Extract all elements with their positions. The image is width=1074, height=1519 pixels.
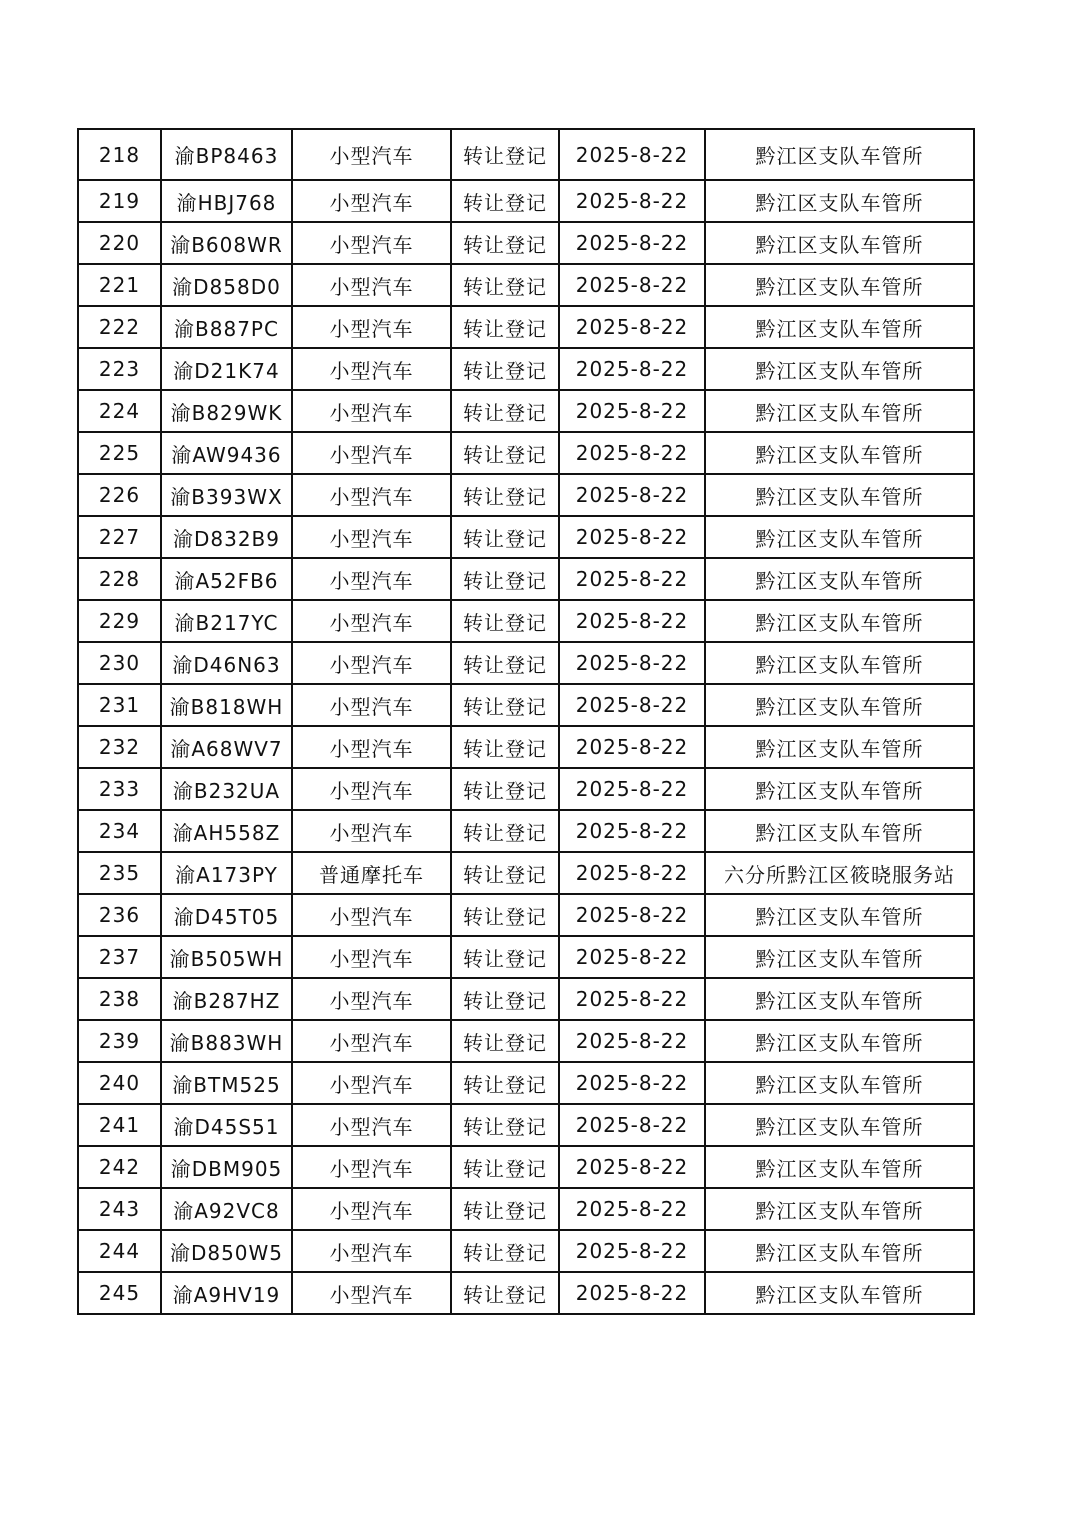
table-row [78,348,974,390]
vehicle-type-cell: 小型汽车 [292,936,451,978]
row-number-cell: 220 [78,222,161,264]
date-cell: 2025-8-22 [559,1146,705,1188]
row-number-cell: 222 [78,306,161,348]
business-type-cell: 转让登记 [451,390,559,432]
row-number-cell: 228 [78,558,161,600]
vehicle-type-cell: 小型汽车 [292,432,451,474]
office-cell: 黔江区支队车管所 [705,516,974,558]
table-body [78,129,974,1314]
office-cell: 黔江区支队车管所 [705,1146,974,1188]
table-row [78,768,974,810]
office-cell: 黔江区支队车管所 [705,936,974,978]
plate-number-cell: 渝B217YC [161,600,292,642]
date-cell: 2025-8-22 [559,474,705,516]
row-number-cell: 221 [78,264,161,306]
office-cell: 黔江区支队车管所 [705,390,974,432]
table-row [78,684,974,726]
row-number-cell: 219 [78,180,161,222]
row-number-cell: 245 [78,1272,161,1314]
business-type-cell: 转让登记 [451,768,559,810]
business-type-cell: 转让登记 [451,684,559,726]
business-type-cell: 转让登记 [451,432,559,474]
plate-number-cell: 渝A68WV7 [161,726,292,768]
business-type-cell: 转让登记 [451,978,559,1020]
business-type-cell: 转让登记 [451,264,559,306]
row-number-cell: 244 [78,1230,161,1272]
date-cell: 2025-8-22 [559,894,705,936]
office-cell: 黔江区支队车管所 [705,306,974,348]
plate-number-cell: 渝B505WH [161,936,292,978]
office-cell: 黔江区支队车管所 [705,222,974,264]
plate-number-cell: 渝D21K74 [161,348,292,390]
date-cell: 2025-8-22 [559,1020,705,1062]
business-type-cell: 转让登记 [451,1104,559,1146]
office-cell: 黔江区支队车管所 [705,894,974,936]
date-cell: 2025-8-22 [559,852,705,894]
office-cell: 黔江区支队车管所 [705,810,974,852]
table-row [78,978,974,1020]
vehicle-type-cell: 小型汽车 [292,558,451,600]
vehicle-type-cell: 小型汽车 [292,348,451,390]
vehicle-type-cell: 小型汽车 [292,1104,451,1146]
row-number-cell: 239 [78,1020,161,1062]
row-number-cell: 236 [78,894,161,936]
business-type-cell: 转让登记 [451,558,559,600]
vehicle-type-cell: 小型汽车 [292,894,451,936]
table-row [78,474,974,516]
vehicle-type-cell: 小型汽车 [292,1146,451,1188]
vehicle-type-cell: 小型汽车 [292,516,451,558]
plate-number-cell: 渝AH558Z [161,810,292,852]
office-cell: 黔江区支队车管所 [705,1104,974,1146]
plate-number-cell: 渝BTM525 [161,1062,292,1104]
vehicle-type-cell: 小型汽车 [292,810,451,852]
date-cell: 2025-8-22 [559,600,705,642]
vehicle-type-cell: 小型汽车 [292,306,451,348]
table-row [78,600,974,642]
row-number-cell: 227 [78,516,161,558]
business-type-cell: 转让登记 [451,306,559,348]
business-type-cell: 转让登记 [451,600,559,642]
office-cell: 黔江区支队车管所 [705,1020,974,1062]
table-row [78,810,974,852]
row-number-cell: 242 [78,1146,161,1188]
table-row [78,306,974,348]
plate-number-cell: 渝DBM905 [161,1146,292,1188]
table-row [78,516,974,558]
table-row [78,726,974,768]
vehicle-type-cell: 小型汽车 [292,264,451,306]
business-type-cell: 转让登记 [451,852,559,894]
office-cell: 黔江区支队车管所 [705,264,974,306]
vehicle-type-cell: 小型汽车 [292,1062,451,1104]
row-number-cell: 218 [78,129,161,180]
plate-number-cell: 渝A173PY [161,852,292,894]
plate-number-cell: 渝B883WH [161,1020,292,1062]
vehicle-type-cell: 小型汽车 [292,1188,451,1230]
date-cell: 2025-8-22 [559,978,705,1020]
office-cell: 黔江区支队车管所 [705,642,974,684]
plate-number-cell: 渝HBJ768 [161,180,292,222]
row-number-cell: 233 [78,768,161,810]
row-number-cell: 235 [78,852,161,894]
table-row [78,1062,974,1104]
date-cell: 2025-8-22 [559,642,705,684]
row-number-cell: 230 [78,642,161,684]
table-row [78,432,974,474]
row-number-cell: 241 [78,1104,161,1146]
plate-number-cell: 渝B232UA [161,768,292,810]
date-cell: 2025-8-22 [559,684,705,726]
date-cell: 2025-8-22 [559,348,705,390]
date-cell: 2025-8-22 [559,936,705,978]
plate-number-cell: 渝D850W5 [161,1230,292,1272]
date-cell: 2025-8-22 [559,1272,705,1314]
date-cell: 2025-8-22 [559,222,705,264]
office-cell: 黔江区支队车管所 [705,348,974,390]
vehicle-type-cell: 小型汽车 [292,768,451,810]
office-cell: 黔江区支队车管所 [705,1230,974,1272]
date-cell: 2025-8-22 [559,432,705,474]
business-type-cell: 转让登记 [451,1020,559,1062]
date-cell: 2025-8-22 [559,129,705,180]
office-cell: 黔江区支队车管所 [705,1272,974,1314]
business-type-cell: 转让登记 [451,1062,559,1104]
table-row [78,558,974,600]
plate-number-cell: 渝A9HV19 [161,1272,292,1314]
date-cell: 2025-8-22 [559,1104,705,1146]
vehicle-type-cell: 小型汽车 [292,222,451,264]
date-cell: 2025-8-22 [559,810,705,852]
vehicle-type-cell: 小型汽车 [292,474,451,516]
date-cell: 2025-8-22 [559,264,705,306]
date-cell: 2025-8-22 [559,1188,705,1230]
row-number-cell: 231 [78,684,161,726]
table-row [78,390,974,432]
row-number-cell: 229 [78,600,161,642]
office-cell: 黔江区支队车管所 [705,432,974,474]
table-row [78,1104,974,1146]
office-cell: 黔江区支队车管所 [705,726,974,768]
vehicle-type-cell: 小型汽车 [292,1230,451,1272]
date-cell: 2025-8-22 [559,390,705,432]
row-number-cell: 226 [78,474,161,516]
table-row [78,642,974,684]
date-cell: 2025-8-22 [559,1230,705,1272]
plate-number-cell: 渝B287HZ [161,978,292,1020]
row-number-cell: 225 [78,432,161,474]
business-type-cell: 转让登记 [451,1230,559,1272]
date-cell: 2025-8-22 [559,180,705,222]
row-number-cell: 238 [78,978,161,1020]
table-row [78,1272,974,1314]
business-type-cell: 转让登记 [451,348,559,390]
plate-number-cell: 渝B887PC [161,306,292,348]
date-cell: 2025-8-22 [559,768,705,810]
row-number-cell: 224 [78,390,161,432]
date-cell: 2025-8-22 [559,306,705,348]
table-row [78,1020,974,1062]
business-type-cell: 转让登记 [451,1272,559,1314]
business-type-cell: 转让登记 [451,1146,559,1188]
plate-number-cell: 渝B829WK [161,390,292,432]
office-cell: 黔江区支队车管所 [705,978,974,1020]
date-cell: 2025-8-22 [559,558,705,600]
row-number-cell: 237 [78,936,161,978]
table-row [78,1230,974,1272]
vehicle-type-cell: 小型汽车 [292,180,451,222]
plate-number-cell: 渝A52FB6 [161,558,292,600]
plate-number-cell: 渝B608WR [161,222,292,264]
office-cell: 黔江区支队车管所 [705,180,974,222]
plate-number-cell: 渝D832B9 [161,516,292,558]
table-row [78,936,974,978]
office-cell: 黔江区支队车管所 [705,600,974,642]
office-cell: 黔江区支队车管所 [705,558,974,600]
vehicle-type-cell: 小型汽车 [292,1272,451,1314]
business-type-cell: 转让登记 [451,180,559,222]
date-cell: 2025-8-22 [559,1062,705,1104]
row-number-cell: 234 [78,810,161,852]
plate-number-cell: 渝D45T05 [161,894,292,936]
table-row [78,1188,974,1230]
vehicle-type-cell: 小型汽车 [292,600,451,642]
date-cell: 2025-8-22 [559,516,705,558]
row-number-cell: 243 [78,1188,161,1230]
plate-number-cell: 渝D46N63 [161,642,292,684]
business-type-cell: 转让登记 [451,936,559,978]
plate-number-cell: 渝B393WX [161,474,292,516]
business-type-cell: 转让登记 [451,810,559,852]
plate-number-cell: 渝B818WH [161,684,292,726]
business-type-cell: 转让登记 [451,642,559,684]
table-row [78,129,974,180]
plate-number-cell: 渝A92VC8 [161,1188,292,1230]
vehicle-type-cell: 小型汽车 [292,726,451,768]
vehicle-type-cell: 小型汽车 [292,642,451,684]
business-type-cell: 转让登记 [451,894,559,936]
row-number-cell: 240 [78,1062,161,1104]
registration-table [77,128,975,1315]
office-cell: 黔江区支队车管所 [705,129,974,180]
office-cell: 黔江区支队车管所 [705,684,974,726]
business-type-cell: 转让登记 [451,474,559,516]
plate-number-cell: 渝D858D0 [161,264,292,306]
plate-number-cell: 渝BP8463 [161,129,292,180]
business-type-cell: 转让登记 [451,516,559,558]
office-cell: 黔江区支队车管所 [705,1188,974,1230]
table-row [78,180,974,222]
table-row [78,1146,974,1188]
vehicle-type-cell: 小型汽车 [292,684,451,726]
office-cell: 黔江区支队车管所 [705,474,974,516]
office-cell: 六分所黔江区筱晓服务站 [705,852,974,894]
office-cell: 黔江区支队车管所 [705,1062,974,1104]
vehicle-type-cell: 小型汽车 [292,1020,451,1062]
business-type-cell: 转让登记 [451,1188,559,1230]
row-number-cell: 223 [78,348,161,390]
office-cell: 黔江区支队车管所 [705,768,974,810]
business-type-cell: 转让登记 [451,726,559,768]
vehicle-type-cell: 小型汽车 [292,129,451,180]
vehicle-type-cell: 小型汽车 [292,390,451,432]
vehicle-type-cell: 小型汽车 [292,978,451,1020]
table-row [78,894,974,936]
table-row [78,852,974,894]
plate-number-cell: 渝D45S51 [161,1104,292,1146]
table-row [78,264,974,306]
business-type-cell: 转让登记 [451,222,559,264]
date-cell: 2025-8-22 [559,726,705,768]
row-number-cell: 232 [78,726,161,768]
plate-number-cell: 渝AW9436 [161,432,292,474]
vehicle-type-cell: 普通摩托车 [292,852,451,894]
business-type-cell: 转让登记 [451,129,559,180]
table-row [78,222,974,264]
